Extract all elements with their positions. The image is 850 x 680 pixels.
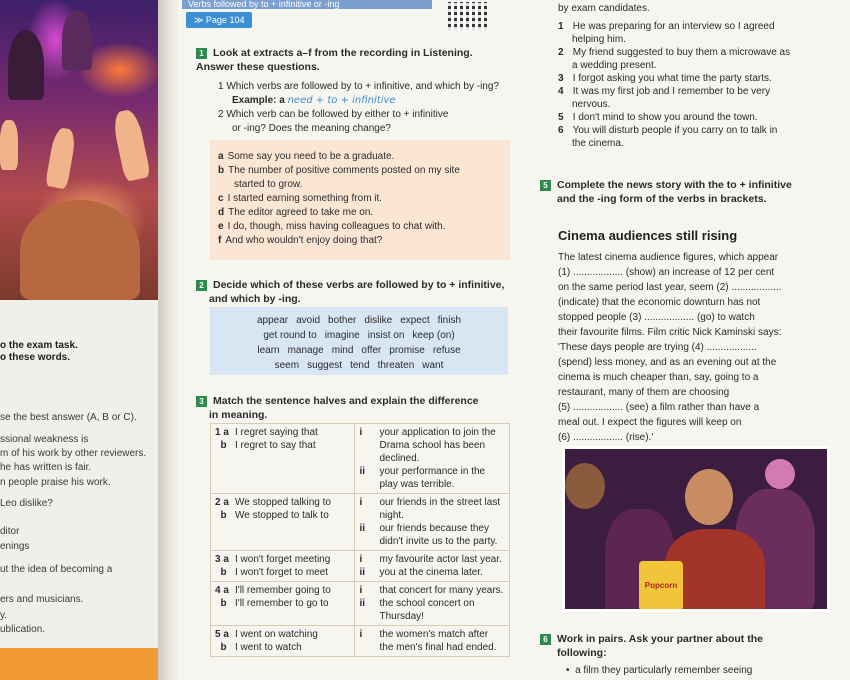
story-line: The latest cinema audience figures, which appear — [558, 252, 779, 263]
ex3-number: 3 — [196, 396, 207, 407]
raised-hand — [0, 120, 18, 170]
raised-hand — [45, 127, 77, 190]
story-line: (1) .................. (show) an increase of 12 per cent — [558, 267, 775, 278]
extract-item: f And who wouldn't enjoy doing that? — [218, 235, 383, 246]
ex1-question-2a: 2 Which verb can be followed by either to + infinitive — [218, 109, 449, 120]
ex1-number: 1 — [196, 48, 207, 59]
audience-member — [765, 459, 795, 489]
ex1-question-2b: or -ing? Does the meaning change? — [232, 123, 391, 134]
list-item: 5 I don't mind to show you around the town. — [558, 112, 758, 123]
handwritten-answer: need + to + infinitive — [287, 95, 396, 106]
story-line: on the same period last year, seem (2) .................. — [558, 282, 782, 293]
left-line: ditor — [0, 526, 20, 537]
left-line: o the exam task. — [0, 340, 78, 351]
story-line: 'These days people are trying (4) .................. — [558, 342, 757, 353]
extract-item: d The editor agreed to take me on. — [218, 207, 374, 218]
left-line: m of his work by other reviewers. — [0, 448, 147, 459]
crowd-figure — [62, 10, 92, 70]
table-row: 3 a I won't forget meeting b I won't forget to meet i my favourite actor last year. ii you at the cinema later. — [211, 551, 510, 582]
left-line: ublication. — [0, 624, 46, 635]
ex2-instruction-text: and which by -ing. — [209, 293, 301, 305]
left-line: ssional weakness is — [0, 434, 89, 445]
extract-item: b The number of positive comments posted on my site — [218, 165, 460, 176]
example-label: Example: a — [232, 95, 285, 106]
story-line: (spend) less money, and as an evening out at the — [558, 357, 777, 368]
ex3-instruction — [196, 394, 516, 422]
story-line: (6) .................. (rise).' — [558, 432, 654, 443]
list-item-cont: nervous. — [572, 99, 611, 110]
extract-item: started to grow. — [234, 179, 303, 190]
ex1-question-1: 1 Which verbs are followed by to + infinitive, and which by -ing? — [218, 81, 499, 92]
left-line: ut the idea of becoming a — [0, 564, 113, 575]
story-title: Cinema audiences still rising — [558, 228, 738, 243]
ex2-number: 2 — [196, 280, 207, 291]
story-line: their favourite films. Film critic Nick Kaminski says: — [558, 327, 782, 338]
ex6-instruction-text: following: — [557, 647, 607, 659]
ex5-number: 5 — [540, 180, 551, 191]
list-item: 6 You will disturb people if you carry on to talk in — [558, 125, 778, 136]
ex5-instruction — [540, 178, 840, 206]
raised-hand — [111, 108, 151, 182]
verb-box — [210, 307, 508, 375]
table-row: 1 a I regret saying that b I regret to say that i your application to join the Drama school has been declined. ii your performance in the play was terrible. — [211, 424, 510, 494]
extract-item: a Some say you need to be a graduate. — [218, 151, 395, 162]
list-item-cont: helping him. — [572, 34, 626, 45]
extract-item: e I do, though, miss having colleagues to chat with. — [218, 221, 446, 232]
ex3-instruction-text: in meaning. — [209, 409, 268, 421]
smiling-man — [685, 469, 733, 525]
audience-member — [565, 463, 605, 509]
story-line: (5) .................. (see) a film rather than have a — [558, 402, 760, 413]
left-line: enings — [0, 541, 30, 552]
story-line: cinema is much cheaper than, say, going to a — [558, 372, 759, 383]
cinema-audience-photo — [562, 446, 830, 612]
left-line: o these words. — [0, 352, 71, 363]
table-row: 4 a I'll remember going to b I'll remember to go to i that concert for many years. ii the school concert on Thursday! — [211, 582, 510, 626]
verb-row: appear avoid bother dislike expect finish — [256, 315, 462, 326]
bullet-icon: • — [566, 665, 576, 676]
list-item: 4 It was my first job and I remember to be very — [558, 86, 771, 97]
ex6-bullet — [566, 664, 836, 677]
left-line: ers and musicians. — [0, 594, 84, 605]
story-line: restaurant, many of them are choosing — [558, 387, 730, 398]
list-item: 2 My friend suggested to buy them a microwave as — [558, 47, 791, 58]
crowd-figure — [20, 200, 140, 300]
ex5-instruction-text: and the -ing form of the verbs in brackets. — [557, 193, 767, 205]
left-line: he has written is fair. — [0, 462, 92, 473]
ex1-instruction — [196, 46, 496, 74]
list-item: 3 I forgot asking you what time the party starts. — [558, 73, 772, 84]
left-line: y. — [0, 610, 8, 621]
concert-photo — [0, 0, 160, 300]
qr-code-icon[interactable] — [448, 2, 488, 30]
ex4-intro: by exam candidates. — [558, 3, 650, 14]
verb-row: get round to imagine insist on keep (on) — [263, 330, 455, 341]
left-page — [0, 0, 160, 680]
ex6-number: 6 — [540, 634, 551, 645]
ex6-instruction — [540, 632, 840, 660]
list-item-cont: a wedding present. — [572, 60, 657, 71]
popcorn-box: Popcorn — [639, 561, 683, 611]
news-story — [558, 250, 838, 445]
extract-item: c I started earning something from it. — [218, 193, 383, 204]
ex5-instruction-text: Complete the news story with the to + infinitive — [557, 179, 792, 191]
ex2-instruction-text: Decide which of these verbs are followed by to + infinitive, — [213, 279, 505, 291]
left-line: se the best answer (A, B or C). — [0, 412, 137, 423]
verb-row: learn manage mind offer promise refuse — [257, 345, 461, 356]
extracts-box — [210, 140, 510, 260]
left-line: n people praise his work. — [0, 477, 111, 488]
ex2-instruction — [196, 278, 516, 306]
list-item-cont: the cinema. — [572, 138, 624, 149]
ex1-example — [232, 94, 512, 107]
story-line: (indicate) that the economic downturn has not — [558, 297, 761, 308]
ex4-list — [558, 20, 838, 150]
verb-row: seem suggest tend threaten want — [274, 360, 444, 371]
list-item: 1 He was preparing for an interview so I agreed — [558, 21, 775, 32]
ex6-instruction-text: Work in pairs. Ask your partner about the — [557, 633, 763, 645]
bullet-text: a film they particularly remember seeing — [575, 665, 753, 676]
table-row: 5 a I went on watching b I went to watch i the women's match after the men's final had ended. — [211, 626, 510, 657]
crowd-figure — [8, 30, 44, 100]
orange-band — [0, 648, 160, 680]
ex1-instruction-text: Look at extracts a–f from the recording in Listening. Answer these questions. — [196, 47, 473, 73]
left-line: Leo dislike? — [0, 498, 53, 509]
story-line: stopped people (3) .................. (go) to watch — [558, 312, 755, 323]
page-reference-tag[interactable]: ≫ Page 104 — [186, 12, 252, 28]
table-row: 2 a We stopped talking to b We stopped to talk to i our friends in the street last night. ii our friends because they didn't invite us to the party. — [211, 494, 510, 551]
story-line: meal out. I expect the figures will keep on — [558, 417, 742, 428]
match-table — [210, 423, 510, 657]
ex3-instruction-text: Match the sentence halves and explain the difference — [213, 395, 479, 407]
section-title-strip: Verbs followed by to + infinitive or -ing — [182, 0, 432, 9]
